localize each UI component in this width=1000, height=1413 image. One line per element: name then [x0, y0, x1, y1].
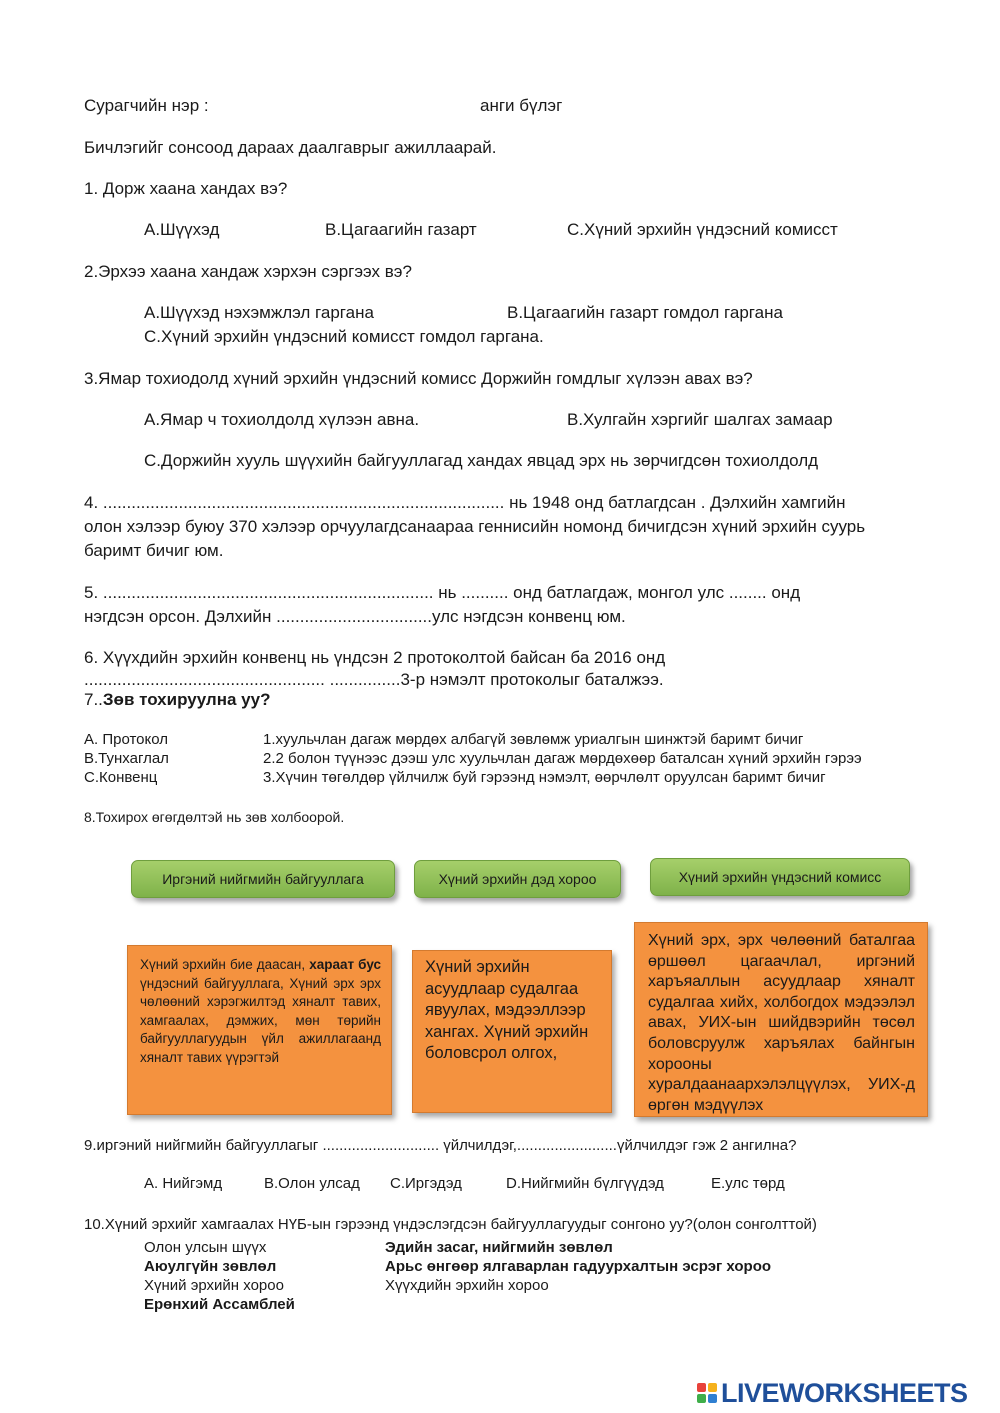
q4-line-3: баримт бичиг юм. [84, 541, 224, 560]
q9-option-d[interactable]: D.Нийгмийн бүлгүүдэд [506, 1175, 664, 1192]
q7-left-c[interactable]: С.Конвенц [84, 769, 158, 786]
q10-option-crc[interactable]: Хүүхдийн эрхийн хороо [385, 1277, 549, 1294]
q5-line-1: 5. ...................................................................... нь .......... онд батлагдаж, монгол улс ........ онд [84, 583, 801, 602]
q3-option-b[interactable]: В.Хулгайн хэргийг шалгах замаар [567, 410, 833, 429]
q2-question: 2.Эрхээ хаана хандаж хэрхэн сэргээх вэ? [84, 262, 412, 281]
q8-box-civil-society[interactable] [127, 945, 392, 1115]
q7-right-2[interactable]: 2.2 болон түүнээс дээш улс хуульчлан дагаж мөрдөхөөр баталсан хүний эрхийн гэрээ [263, 750, 862, 767]
liveworksheets-logo-icon [697, 1383, 717, 1403]
q3-option-c[interactable]: С.Доржийн хууль шүүхийн байгууллагад хандах явцад эрх нь зөрчигдсөн тохиолдолд [144, 451, 819, 470]
q8-box-civil-society-text [140, 956, 381, 1068]
q10-option-icj[interactable]: Олон улсын шүүх [144, 1239, 267, 1256]
q10-option-security-council[interactable]: Аюулгүйн зөвлөл [144, 1258, 277, 1275]
q9-option-e[interactable]: Е.улс төрд [711, 1175, 785, 1192]
q8-box1-text-bold: хараат бус [309, 957, 381, 972]
liveworksheets-logo-text: LIVEWORKSHEETS [721, 1377, 968, 1408]
q7-title-text: Зөв тохируулна уу? [102, 690, 271, 709]
q7-prefix: 7.. [84, 690, 103, 709]
q2-option-c[interactable]: С.Хүний эрхийн үндэсний комисст гомдол гаргана. [144, 327, 544, 346]
logo-square-red [697, 1383, 706, 1392]
class-label: анги бүлэг [480, 96, 563, 115]
q9-option-b[interactable]: В.Олон улсад [264, 1175, 360, 1192]
q8-box-subcommittee-text: Хүний эрхийн асуудлаар судалгаа явуулах, мэдээллээр хангах. Хүний эрхийн боловсрол олгох, [425, 958, 589, 1062]
q8-header-subcommittee-label: Хүний эрхийн дэд хороо [438, 871, 597, 887]
logo-square-yellow [708, 1383, 717, 1392]
q4-line-2: олон хэлээр буюу 370 хэлээр орчуулагдсанаараа геннисийн номонд бичигдсэн хүний эрхийн суурь [84, 517, 866, 536]
q1-option-b[interactable]: В.Цагаагийн газарт [325, 220, 477, 239]
q8-box-national-commission[interactable] [634, 922, 928, 1117]
q8-header-subcommittee[interactable] [414, 860, 621, 898]
q2-option-a[interactable]: А.Шүүхэд нэхэмжлэл гаргана [144, 303, 374, 322]
instruction: Бичлэгийг сонсоод дараах даалгаврыг ажиллаарай. [84, 138, 497, 157]
q1-question: 1. Дорж хаана хандах вэ? [84, 179, 288, 198]
q6-line-1: 6. Хүүхдийн эрхийн конвенц нь үндсэн 2 протоколтой байсан ба 2016 онд [84, 648, 666, 667]
q10-option-hr-committee[interactable]: Хүний эрхийн хороо [144, 1277, 284, 1294]
q8-header-civil-society[interactable] [131, 860, 395, 898]
q7-title [84, 690, 270, 710]
q8-box-subcommittee[interactable] [412, 950, 612, 1113]
q8-header-national-commission[interactable] [650, 858, 910, 896]
q7-left-b[interactable]: В.Тунхаглал [84, 750, 169, 767]
q9-option-a[interactable]: А. Нийгэмд [144, 1175, 223, 1192]
q10-question: 10.Хүний эрхийг хамгаалах НҮБ-ын гэрээнд үндэслэгдсэн байгууллагуудыг сонгоно уу?(олон сонголттой) [84, 1216, 817, 1233]
q3-question: 3.Ямар тохиодолд хүний эрхийн үндэсний комисс Доржийн гомдлыг хүлээн авах вэ? [84, 369, 753, 388]
q7-right-3[interactable]: 3.Хүчин төгөлдөр үйлчилж буй гэрээнд нэмэлт, өөрчлөлт оруулсан баримт бичиг [263, 769, 826, 786]
q10-option-cerd[interactable]: Арьс өнгөөр ялгаварлан гадуурхалтын эсрэг хороо [385, 1258, 772, 1275]
q9-question: 9.иргэний нийгмийн байгууллагыг ............................ үйлчилдэг,........................үйлчилдэг гэж 2 ангилна? [84, 1137, 797, 1154]
student-name-label: Сурагчийн нэр : [84, 96, 209, 115]
q8-box-national-commission-text: Хүний эрх, эрх чөлөөний баталгаа өршөөл цагаачлал, иргэний харъяаллын асуудлаар хяналт судалгаа хийх, холбогдох мэдээлэл авах, УИХ-ын шийдвэрийн төсөл боловсруулж харъялах байнгын хорооны хуралдаанаархэлэлцүүлэх, УИХ-д өргөн мэдүүлэх [648, 932, 915, 1114]
q10-option-ecosoc[interactable]: Эдийн засаг, нийгмийн зөвлөл [385, 1239, 613, 1256]
q8-title: 8.Тохирох өгөгдөлтэй нь зөв холбоорой. [84, 809, 345, 825]
q8-header-national-commission-label: Хүний эрхийн үндэсний комисс [678, 869, 882, 885]
q1-option-a[interactable]: А.Шүүхэд [144, 220, 220, 239]
q10-option-general-assembly[interactable]: Ерөнхий Ассамблей [144, 1296, 295, 1313]
q6-line-2: ................................................... ...............3-р нэмэлт протоколыг баталжээ. [84, 670, 664, 689]
q8-box1-text-a: Хүний эрхийн бие даасан, [140, 957, 310, 972]
logo-square-green [697, 1394, 706, 1403]
q1-option-c[interactable]: С.Хүний эрхийн үндэсний комисст [567, 220, 838, 239]
q2-option-b[interactable]: В.Цагаагийн газарт гомдол гаргана [507, 303, 783, 322]
q7-right-1[interactable]: 1.хуульчлан дагаж мөрдөх албагүй зөвлөмж уриалгын шинжтэй баримт бичиг [263, 731, 804, 748]
q7-left-a[interactable]: А. Протокол [84, 731, 169, 748]
q5-line-2: нэгдсэн орсон. Дэлхийн .................................улс нэгдсэн конвенц юм. [84, 607, 626, 626]
q4-line-1: 4. ..................................................................................... нь 1948 онд батлагдсан . Дэлхийн хамгийн [84, 493, 846, 512]
q8-box1-text-b: үндэсний байгууллага, Хүний эрх эрх чөлөөний хэрэгжилтэд хяналт тавих, хамгаалах, дэмжих, мөн төрийн байгууллагуудын үйл ажиллагаанд хяналт тавих үүрэгтэй [140, 975, 381, 1065]
liveworksheets-logo [697, 1378, 968, 1408]
q8-header-civil-society-label: Иргэний нийгмийн байгууллага [162, 871, 364, 887]
logo-square-blue [708, 1394, 717, 1403]
q3-option-a[interactable]: А.Ямар ч тохиолдолд хүлээн авна. [144, 410, 420, 429]
q9-option-c[interactable]: С.Иргэдэд [390, 1175, 462, 1192]
